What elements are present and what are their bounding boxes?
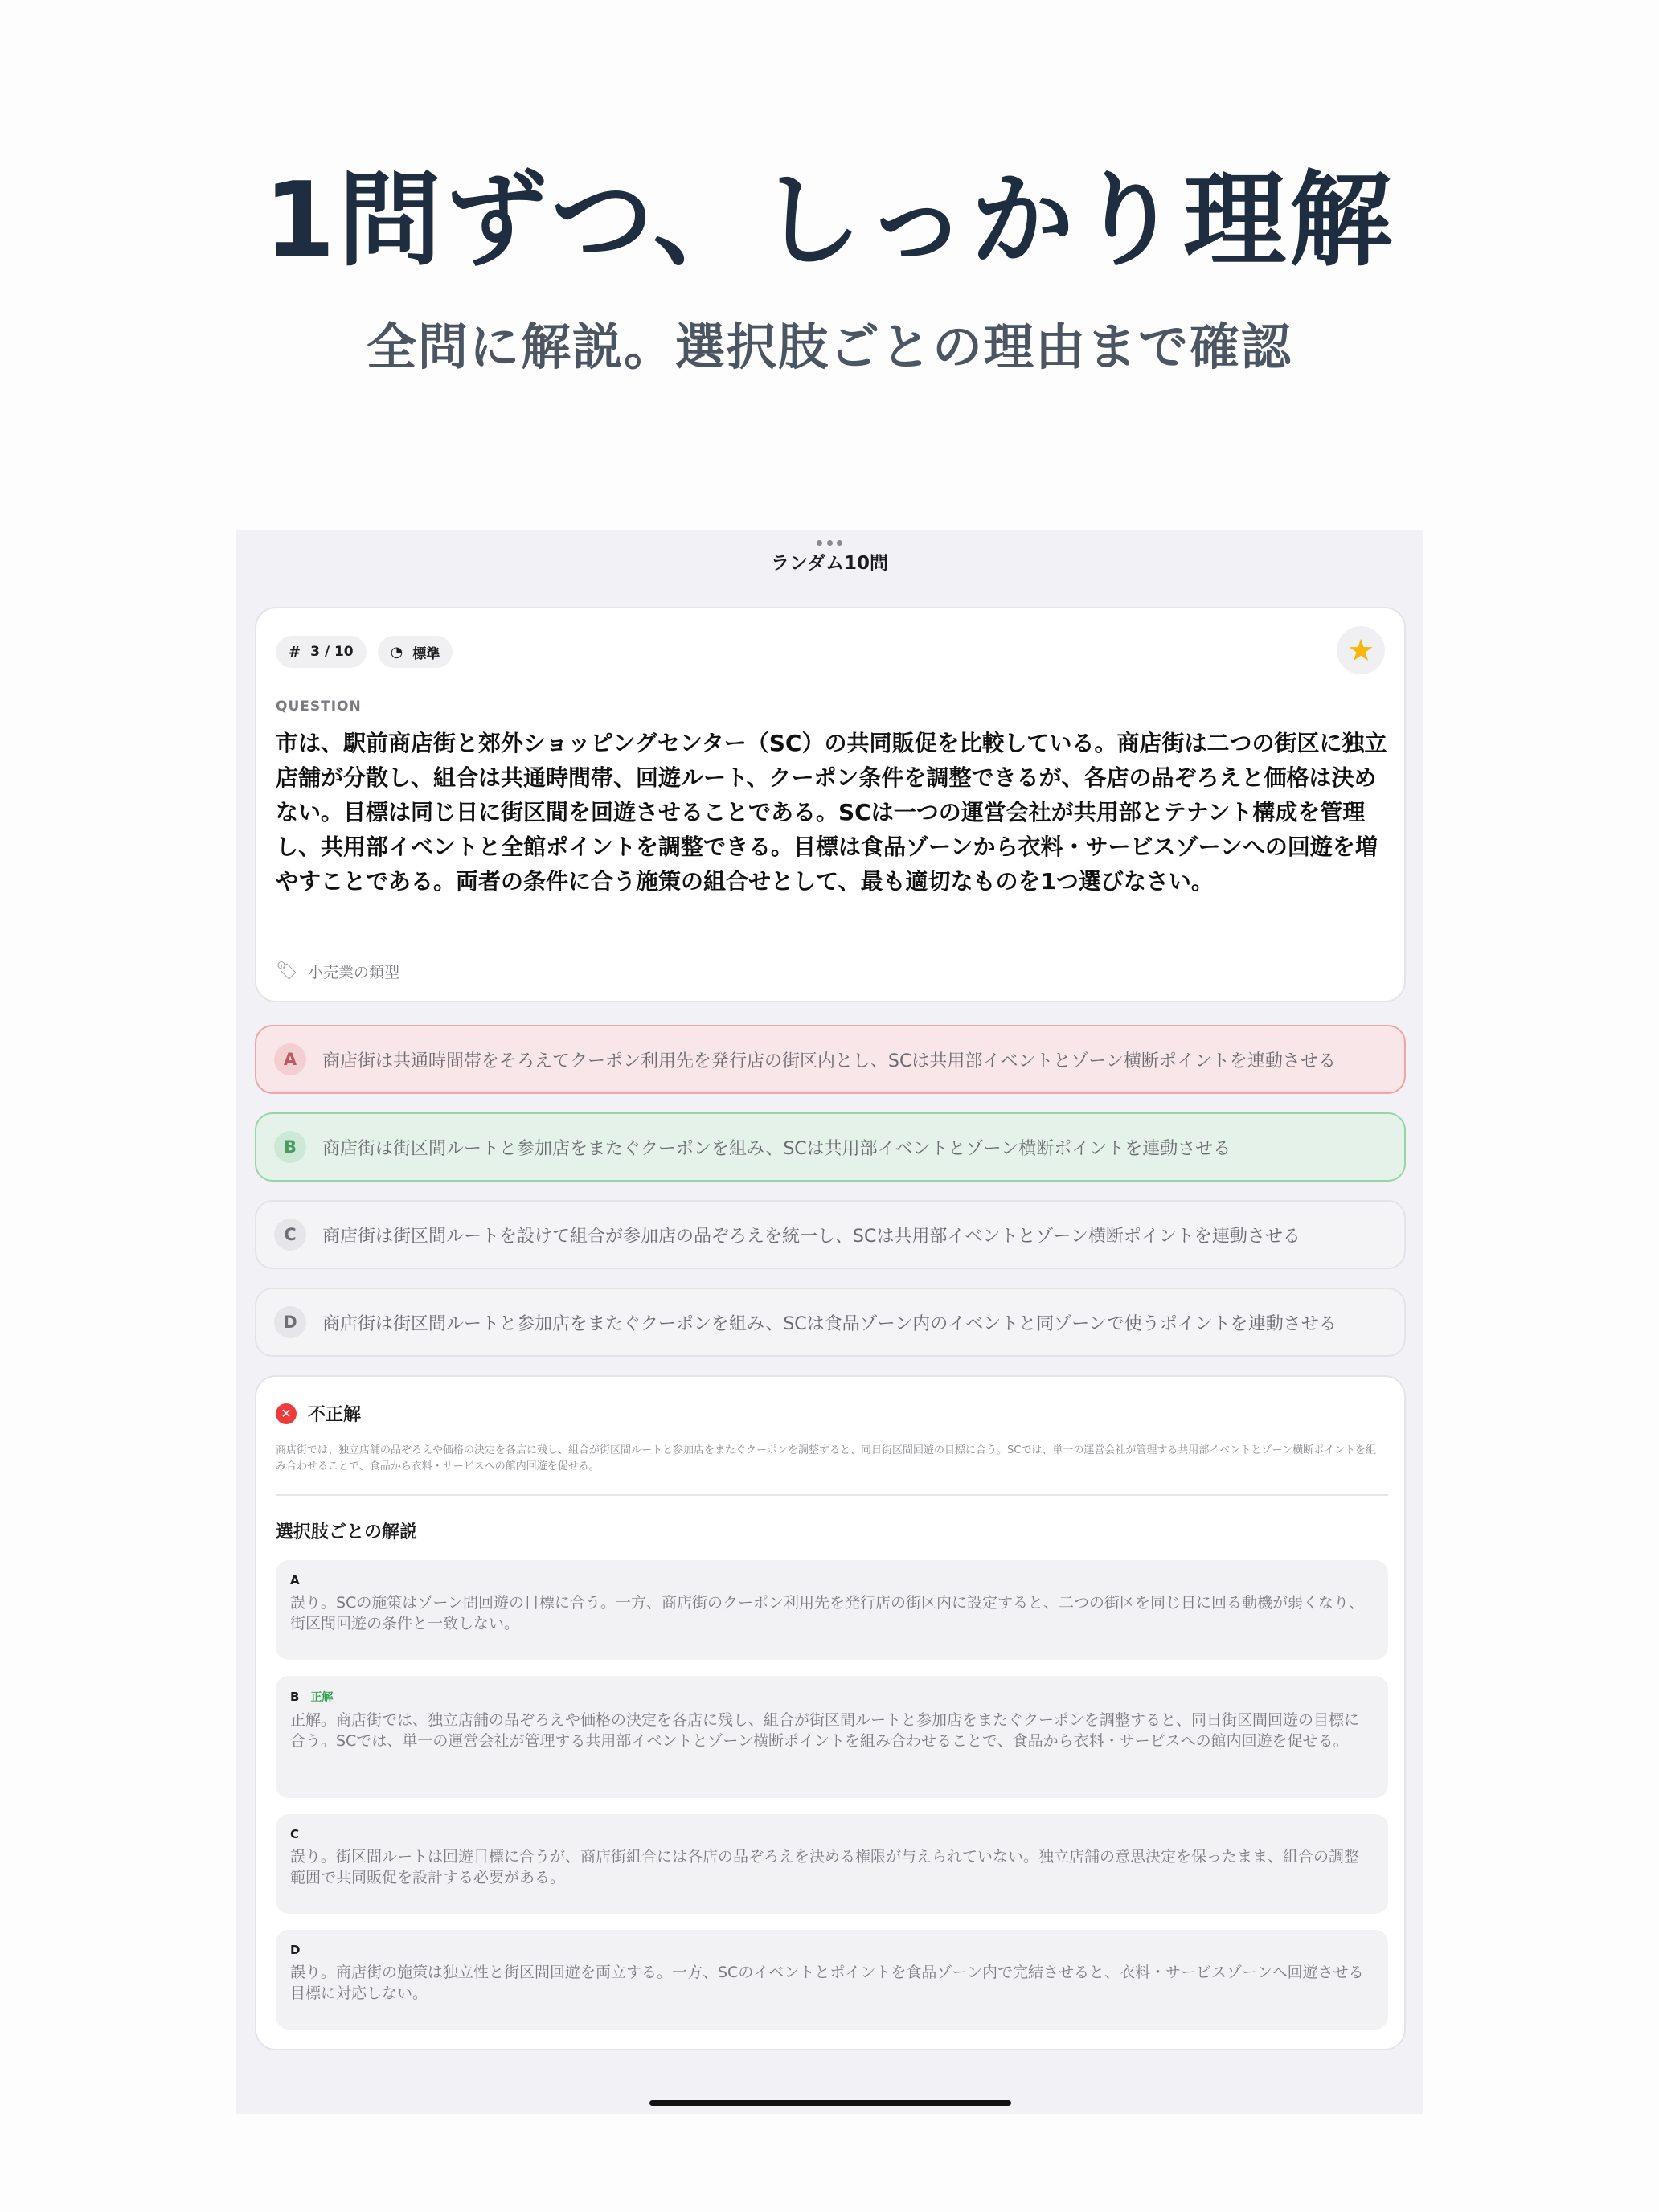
explanation-letter: B [290, 1690, 300, 1704]
explanation-item-b [276, 1676, 1388, 1798]
category-label: 小売業の類型 [307, 964, 399, 981]
difficulty-label: 標準 [412, 645, 440, 662]
question-counter: 3 / 10 [310, 644, 354, 660]
option-text: 商店街は街区間ルートを設けて組合が参加店の品ぞろえを統一し、SCは共用部イベントとゾーン横断ポイントを連動させる [322, 1226, 1301, 1247]
explanation-text: 正解。商店街では、独立店舗の品ぞろえや価格の決定を各店に残し、組合が街区間ルートと参加店をまたぐクーポンを調整すると、同日街区間回遊の目標に合う。SCでは、単一の運営会社が管理する共用部イベントとゾーン横断ポイントを組み合わせることで、食品から衣料・サービスへの館内回遊を促せる。 [290, 1711, 1360, 1750]
option-letter: C [274, 1219, 306, 1251]
promo-headline: 1問ずつ、しっかり理解 [264, 161, 1395, 281]
option-c[interactable] [255, 1200, 1406, 1269]
explanation-letter: C [290, 1827, 300, 1841]
app-screen [236, 530, 1423, 2114]
question-text: 市は、駅前商店街と郊外ショッピングセンター（SC）の共同販促を比較している。商店街は二つの街区に独立店舗が分散し、組合は共通時間帯、回遊ルート、クーポン条件を調整できるが、各店の品ぞろえと価格は決めない。目標は同じ日に街区間を回遊させることである。SCは一つの運営会社が共用部とテナント構成を管理し、共用部イベントと全館ポイントを調整できる。目標は食品ゾーンから衣料・サービスゾーンへの回遊を増やすことである。両者の条件に合う施策の組合せとして、最も適切なものを1つ選びなさい。 [276, 730, 1387, 895]
nav-title: ランダム10問 [770, 553, 889, 574]
option-text: 商店街は街区間ルートと参加店をまたぐクーポンを組み、SCは食品ゾーン内のイベントと同ゾーンで使うポイントを連動させる [322, 1313, 1337, 1334]
favorite-button[interactable] [1337, 626, 1385, 674]
explanation-letter: D [290, 1943, 301, 1957]
option-b[interactable] [255, 1112, 1406, 1182]
question-eyebrow: QUESTION [276, 698, 362, 715]
explanation-letter: A [290, 1573, 300, 1587]
explanation-item-a [276, 1560, 1388, 1660]
difficulty-pill [378, 636, 453, 668]
home-indicator[interactable] [649, 2100, 1011, 2106]
gauge-icon: ◔ [390, 643, 403, 661]
explanation-text: 誤り。SCの施策はゾーン間回遊の目標に合う。一方、商店街のクーポン利用先を発行店の街区内に設定すると、二つの街区を同じ日に回る動機が弱くなり、街区間回遊の条件と一致しない。 [290, 1594, 1364, 1632]
x-circle-icon: ✕ [276, 1403, 297, 1424]
correct-badge: 正解 [310, 1691, 334, 1704]
divider [276, 1494, 1388, 1496]
result-summary: 商店街では、独立店舗の品ぞろえや価格の決定を各店に残し、組合が街区間ルートと参加店をまたぐクーポンを調整すると、同日街区間回遊の目標に合う。SCでは、単一の運営会社が管理する共用部イベントとゾーン横断ポイントを組み合わせることで、食品から衣料・サービスへの館内回遊を促せる。 [276, 1444, 1377, 1473]
star-icon: ★ [1346, 633, 1375, 668]
result-header [276, 1401, 361, 1426]
option-text: 商店街は街区間ルートと参加店をまたぐクーポンを組み、SCは共用部イベントとゾーン横断ポイントを連動させる [322, 1138, 1231, 1159]
promo-subline: 全問に解説。選択肢ごとの理由まで確認 [366, 317, 1292, 376]
explanation-item-c [276, 1814, 1388, 1914]
option-d[interactable] [255, 1288, 1406, 1357]
option-text: 商店街は共通時間帯をそろえてクーポン利用先を発行店の街区内とし、SCは共用部イベントとゾーン横断ポイントを連動させる [322, 1051, 1336, 1071]
promo-banner [0, 0, 1659, 530]
hash-icon: # [289, 643, 301, 661]
question-counter-pill [276, 636, 367, 668]
explanation-text: 誤り。商店街の施策は独立性と街区間回遊を両立する。一方、SCのイベントとポイントを食品ゾーン内で完結させると、衣料・サービスゾーンへ回遊させる目標に対応しない。 [290, 1964, 1364, 2002]
explanation-text: 誤り。街区間ルートは回遊目標に合うが、商店街組合には各店の品ぞろえを決める権限が与えられていない。独立店舗の意思決定を保ったまま、組合の調整範囲で共同販促を設計する必要がある。 [290, 1848, 1360, 1886]
option-letter: A [274, 1043, 306, 1075]
explanation-item-d [276, 1930, 1388, 2030]
result-label: 不正解 [308, 1405, 362, 1425]
option-letter: B [274, 1131, 306, 1163]
option-a[interactable] [255, 1025, 1406, 1094]
option-letter: D [274, 1306, 306, 1338]
category-tag [276, 961, 399, 982]
tag-icon: 🏷 [276, 961, 298, 981]
explanation-card [255, 1375, 1406, 2050]
question-card [255, 607, 1406, 1002]
more-menu-icon[interactable] [817, 540, 842, 547]
section-title: 選択肢ごとの解説 [276, 1522, 418, 1542]
